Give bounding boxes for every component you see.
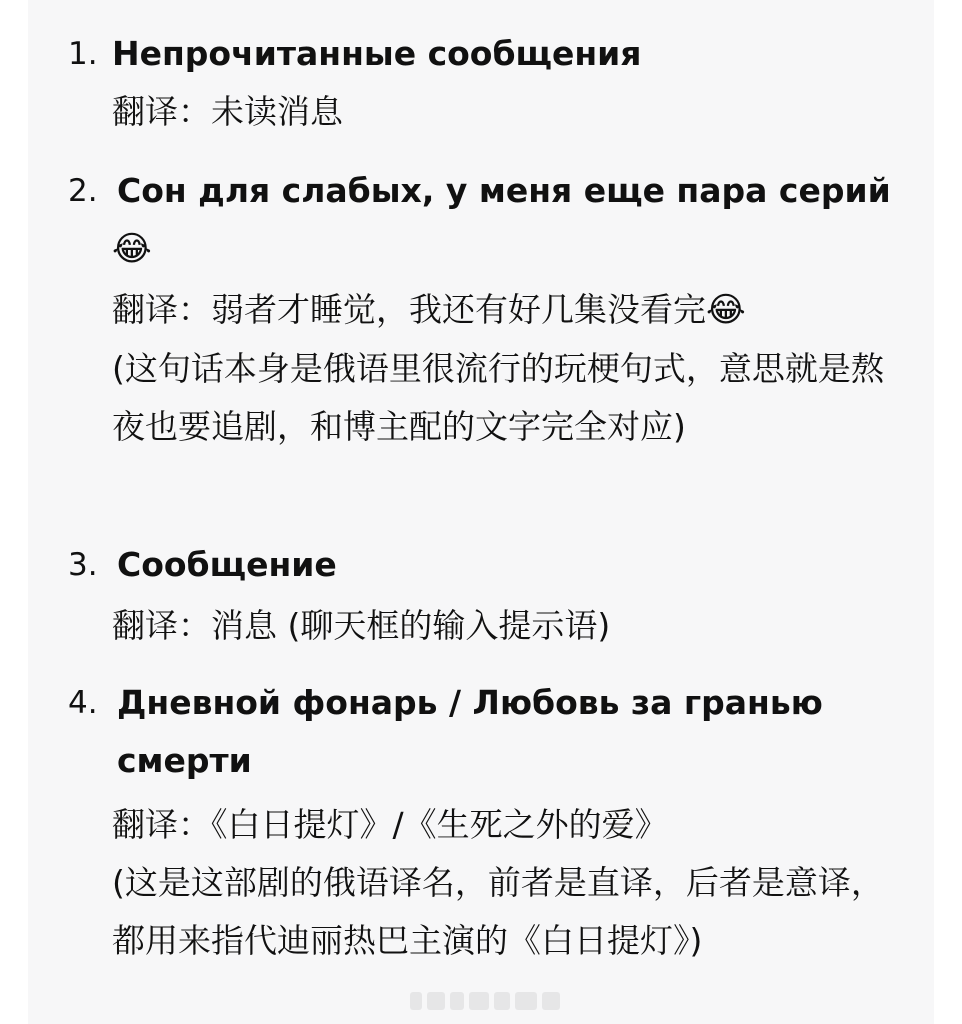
- content-panel: [28, 0, 934, 1024]
- item-title: [117, 162, 917, 220]
- item-number: 1.: [68, 36, 98, 72]
- item-number: 4.: [68, 685, 98, 721]
- item-title: Дневной фонарь / Любовь за гранью смерти: [117, 683, 835, 780]
- watermark: [410, 990, 560, 1012]
- item-translation-text: 翻译：弱者才睡觉，我还有好几集没看完: [112, 290, 706, 329]
- title-emoji-line: [112, 220, 902, 278]
- item-title: Сообщение: [117, 545, 337, 584]
- item-note: (这句话本身是俄语里很流行的玩梗句式，意思就是熬夜也要追剧，和博主配的文字完全对应): [112, 349, 884, 446]
- item-note: (这是这部剧的俄语译名，前者是直译，后者是意译，都用来指代迪丽热巴主演的《白日提灯》): [112, 863, 884, 960]
- item-translation: 翻译：未读消息: [112, 92, 343, 131]
- item-translation: [112, 281, 902, 339]
- item-number: 2.: [68, 173, 98, 209]
- item-number: 3.: [68, 547, 98, 583]
- face-with-tears-of-joy-icon: 😂: [706, 290, 746, 330]
- item-translation: 翻译：《白日提灯》/《生死之外的爱》: [112, 805, 668, 844]
- item-title: Непрочитанные сообщения: [112, 34, 642, 73]
- item-title-text: Сон для слабых, у меня еще пара серий: [117, 171, 891, 210]
- item-translation: 翻译：消息 (聊天框的输入提示语): [112, 606, 611, 645]
- face-with-tears-of-joy-icon: 😂: [112, 229, 152, 269]
